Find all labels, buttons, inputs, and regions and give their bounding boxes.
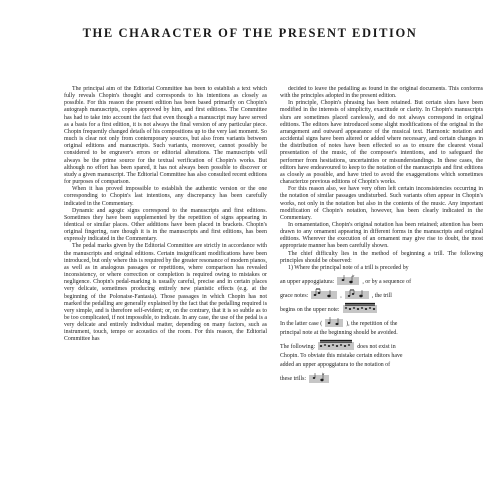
paragraph: When it has proved impossible to establish the authentic version or the one corresponding to Chopin's last intentions, any discrepancy has been carefully indicated in the Commentary. (64, 186, 267, 207)
music-line-avoided: principal note at the beginning should be avoided. (280, 330, 398, 337)
music-line-these-trills: these trills: tr (280, 372, 483, 384)
music-line-latter-case: In the latter case ( ), the repetition of the (280, 316, 483, 328)
text-line: added an upper appoggiatura to the notation of (280, 362, 391, 369)
left-column (64, 86, 267, 498)
music-line-grace-notes: grace notes: , , the trill (280, 288, 483, 300)
paragraph: Dynamic and agogic signs correspond to the manuscripts and first editions. Sometimes they have been supplemented by the repetition of signs appearing in identical or similar places. Other additions have been placed in brackets. Chopin's original fingering, rare though it is in the manuscripts and first editions, has been expressly indicated in the Commentary. (64, 207, 267, 243)
paragraph: The principal aim of the Editorial Committee has been to establish a text which fully reveals Chopin's thought and corresponds to his intentions as closely as possible. For this reason the present edition has been based primarily on Chopin's autograph manuscripts, copies approved by him, and first editions. The Committee has had to take into account the fact that even though a manuscript may have served as a basis for a first edition, it is not always the final version of any particular piece. Chopin frequently changed details of his compositions up to the very last moment. So much is clear not only from contemporary sources, but also from variants between original editions and manuscripts. Such variants, moreover, cannot possibly be considered to be engraver's errors or editorial alterations. The manuscripts will always be the prime source for the textual verification of Chopin's works. But although no effort has been spared, it has not always been possible to discover or study a given manuscript. The Editorial Committee has also consulted recent editions for purposes of comparison. (64, 86, 267, 186)
music-line-upper-note: begins on the upper note: (280, 302, 483, 314)
wrong-trill-music-icon (318, 339, 354, 351)
right-column (280, 86, 483, 498)
grace-notes-music-icon (311, 288, 337, 300)
text-line: Chopin. To obviate this mistake certain editors have (280, 353, 403, 360)
trill-realization-music-icon (343, 302, 377, 314)
page-title: THE CHARACTER OF THE PRESENT EDITION (82, 26, 418, 40)
paragraph: The chief difficulty lies in the method of beginning a trill. The following principles should be observed: (280, 250, 483, 264)
paragraph: In ornamentation, Chopin's original notation has been retained; attention has been drawn to any ornament appearing in different forms in the manuscripts and original editions. Wherever the execution of an ornament may give rise to doubt, the most appropriate manner has been carefully shown. (280, 221, 483, 250)
paragraph: The pedal marks given by the Editorial Committee are strictly in accordance with the manuscripts and original editions. Certain insignificant modifications have been introduced, but only where this is required by the greater resonance of modern pianos, as well as in analogous passages or repetitions, where comparison has revealed inconsistency, or where correction or completion is required owing to mistakes or negligence. Chopin's pedal-marking is usually careful, precise and in certain places very delicate, sometimes producing entirely new pianistic effects (e.g. at the beginning of the Polonaise-Fantasia). Those passages in which Chopin has not marked the pedalling are generally explained by the fact that the pedalling required is very simple, and is therefore self-evident; or, on the contrary, that it is so subtle as to be too complicated, if not impossible, to indicate. In any case, the use of the pedal is a very delicate and entirely individual matter, depending on many factors, such as instrument, touch, tempo or acoustics of the room. For this reason, the Editorial Committee has (64, 243, 267, 343)
svg-text:tr: tr (352, 274, 355, 279)
music-line-appoggiatura: an upper appoggiatura: tr , or by a sequence of (280, 274, 412, 285)
grace-notes-music-icon (345, 288, 369, 300)
paragraph: In principle, Chopin's phrasing has been retained. But certain slurs have been modified in the interests of simplicity, exactitude or clarity. In Chopin's manuscripts slurs are sometimes placed carelessly, and do not always correspond in original editions. The editors have introduced some slight modifications of the original in the arrangement and outward appearance of the musical text. Harmonic notation and accidental signs have been altered or added where necessary, and certain changes in the distribution of notes have been effected so as to ensure the clearest visual presentation of the music, of the composer's intentions, and to safeguard the performer from hesitations, uncertainties or misunderstandings. In these cases, the editors have endeavoured to keep to the notation of the manuscripts and first editions as closely as possible, and have tried to avoid the exaggerations which sometimes characterize previous editions of Chopin's works. (280, 100, 483, 186)
trill-with-appoggiatura-music-icon (309, 372, 329, 384)
paragraph: For this reason also, we have very often left certain inconsistencies occurring in the notation of similar passages undisturbed. Such variants often appear in Chopin's works, not only in the notation but also in the contents of the music. Any important modification of Chopin's notation, however, has been clearly indicated in the Commentary. (280, 186, 483, 221)
appoggiatura-music-icon (337, 274, 359, 286)
music-line-following: The following: does not exist in (280, 339, 483, 351)
paragraph: 1) Where the principal note of a trill is preceded by (288, 264, 409, 271)
svg-text:tr: tr (322, 371, 325, 376)
repeated-note-music-icon (325, 316, 343, 328)
paragraph: decided to leave the pedalling as found in the original documents. This conforms with the principles adopted in the present edition. (280, 86, 483, 100)
